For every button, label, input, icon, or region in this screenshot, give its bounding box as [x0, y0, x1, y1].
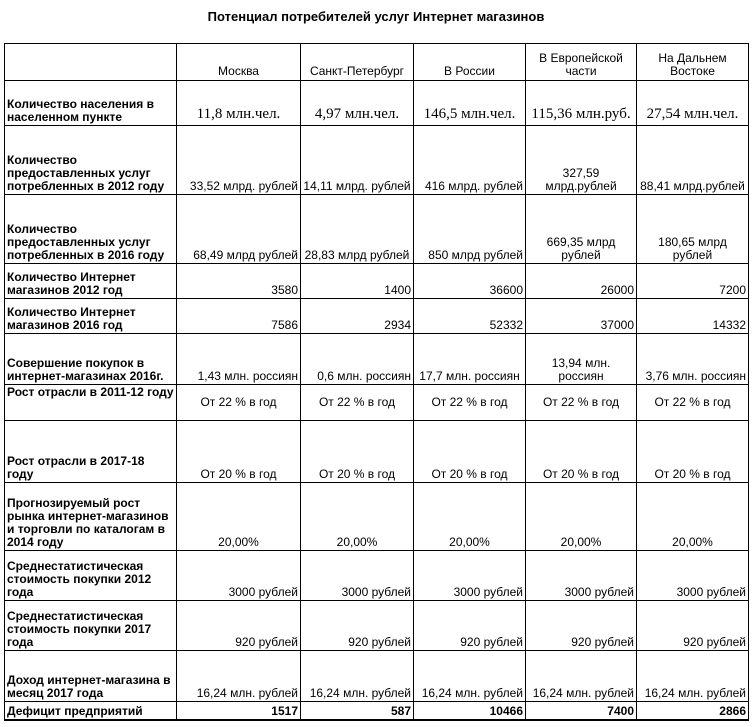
table-row — [5, 702, 749, 720]
table-row — [5, 81, 749, 126]
table-cell: 52332 — [414, 299, 526, 334]
table-cell: 37000 — [526, 299, 637, 334]
table-row — [5, 651, 749, 702]
table-cell: От 22 % в год — [414, 385, 526, 421]
table-cell: 0,6 млн. россиян — [301, 334, 414, 385]
table-cell: 1517 — [177, 702, 301, 720]
row-label: Рост отрасли в 2011-12 году — [5, 385, 177, 421]
row-label: Дефицит предприятий — [5, 702, 177, 720]
header-european-part: В Европейской части — [526, 44, 637, 81]
table-cell: 20,00% — [637, 483, 749, 551]
header-far-east: На Дальнем Востоке — [637, 44, 749, 81]
row-label: Прогнозируемый рост рынка интернет-магазинов и торговли по каталогам в 2014 году — [5, 483, 177, 551]
table-cell: 16,24 млн. рублей — [177, 651, 301, 702]
table-row — [5, 126, 749, 195]
header-saint-petersburg: Санкт-Петербург — [301, 44, 414, 81]
consumer-potential-table — [4, 43, 749, 721]
table-row — [5, 551, 749, 601]
table-cell: 327,59 млрд.рублей — [526, 126, 637, 195]
table-cell: 3,76 млн. россиян — [637, 334, 749, 385]
table-cell: 920 рублей — [526, 601, 637, 651]
table-row — [5, 264, 749, 299]
table-cell: От 20 % в год — [414, 421, 526, 483]
table-row — [5, 299, 749, 334]
table-row — [5, 385, 749, 421]
table-cell: 2934 — [301, 299, 414, 334]
table-cell: 2866 — [637, 702, 749, 720]
table-cell: 26000 — [526, 264, 637, 299]
table-row — [5, 601, 749, 651]
table-cell: 3000 рублей — [301, 551, 414, 601]
table-row — [5, 421, 749, 483]
table-cell: 27,54 млн.чел. — [637, 81, 749, 126]
table-cell: 33,52 млрд. рублей — [177, 126, 301, 195]
table-cell: 3000 рублей — [637, 551, 749, 601]
table-cell: 11,8 млн.чел. — [177, 81, 301, 126]
table-cell: От 20 % в год — [526, 421, 637, 483]
table-cell: 180,65 млрд рублей — [637, 195, 749, 264]
table-cell: 1,43 млн. россиян — [177, 334, 301, 385]
table-cell: 850 млрд рублей — [414, 195, 526, 264]
row-label: Совершение покупок в интернет-магазинах 2016г. — [5, 334, 177, 385]
table-cell: 416 млрд. рублей — [414, 126, 526, 195]
table-cell: 115,36 млн.руб. — [526, 81, 637, 126]
table-cell: От 20 % в год — [177, 421, 301, 483]
table-cell: 13,94 млн. россиян — [526, 334, 637, 385]
table-cell: 7586 — [177, 299, 301, 334]
table-cell: 17,7 млн. россиян — [414, 334, 526, 385]
table-cell: 36600 — [414, 264, 526, 299]
table-cell: 7400 — [526, 702, 637, 720]
row-label: Среднестатистическая стоимость покупки 2017 года — [5, 601, 177, 651]
table-row — [5, 334, 749, 385]
table-cell: 920 рублей — [414, 601, 526, 651]
header-corner-cell — [5, 44, 177, 81]
table-cell: 4,97 млн.чел. — [301, 81, 414, 126]
table-cell: 20,00% — [526, 483, 637, 551]
table-cell: От 20 % в год — [301, 421, 414, 483]
table-cell: 3580 — [177, 264, 301, 299]
row-label: Количество предоставленных услуг потребленных в 2012 году — [5, 126, 177, 195]
table-cell: 28,83 млрд рублей — [301, 195, 414, 264]
table-cell: 1400 — [301, 264, 414, 299]
table-row — [5, 483, 749, 551]
table-cell: От 22 % в год — [637, 385, 749, 421]
row-label: Количество предоставленных услуг потребленных в 2016 году — [5, 195, 177, 264]
table-cell: 14,11 млрд. рублей — [301, 126, 414, 195]
row-label: Количество населения в населенном пункте — [5, 81, 177, 126]
table-cell: 20,00% — [177, 483, 301, 551]
table-cell: 68,49 млрд рублей — [177, 195, 301, 264]
document-title: Потенциал потребителей услуг Интернет магазинов — [207, 9, 545, 24]
table-cell: 88,41 млрд.рублей — [637, 126, 749, 195]
row-label: Количество Интернет магазинов 2012 год — [5, 264, 177, 299]
table-cell: От 22 % в год — [526, 385, 637, 421]
table-cell: 3000 рублей — [526, 551, 637, 601]
table-cell: 16,24 млн. рублей — [414, 651, 526, 702]
table-cell: 3000 рублей — [177, 551, 301, 601]
table-cell: 587 — [301, 702, 414, 720]
row-label: Доход интернет-магазина в месяц 2017 года — [5, 651, 177, 702]
header-moscow: Москва — [177, 44, 301, 81]
table-cell: 16,24 млн. рублей — [526, 651, 637, 702]
table-cell: От 22 % в год — [301, 385, 414, 421]
table-cell: 10466 — [414, 702, 526, 720]
row-label: Среднестатистическая стоимость покупки 2012 года — [5, 551, 177, 601]
table-cell: 14332 — [637, 299, 749, 334]
table-cell: 146,5 млн.чел. — [414, 81, 526, 126]
table-cell: 16,24 млн. рублей — [637, 651, 749, 702]
table-cell: 3000 рублей — [414, 551, 526, 601]
table-cell: От 22 % в год — [177, 385, 301, 421]
table-cell: 920 рублей — [301, 601, 414, 651]
table-cell: 20,00% — [301, 483, 414, 551]
header-russia: В России — [414, 44, 526, 81]
table-cell: 20,00% — [414, 483, 526, 551]
table-cell: 920 рублей — [637, 601, 749, 651]
header-row — [5, 44, 749, 81]
row-label: Количество Интернет магазинов 2016 год — [5, 299, 177, 334]
table-cell: 16,24 млн. рублей — [301, 651, 414, 702]
table-cell: 669,35 млрд рублей — [526, 195, 637, 264]
table-row — [5, 195, 749, 264]
table-cell: 920 рублей — [177, 601, 301, 651]
table-cell: От 20 % в год — [637, 421, 749, 483]
row-label: Рост отрасли в 2017-18 году — [5, 421, 177, 483]
table-cell: 7200 — [637, 264, 749, 299]
